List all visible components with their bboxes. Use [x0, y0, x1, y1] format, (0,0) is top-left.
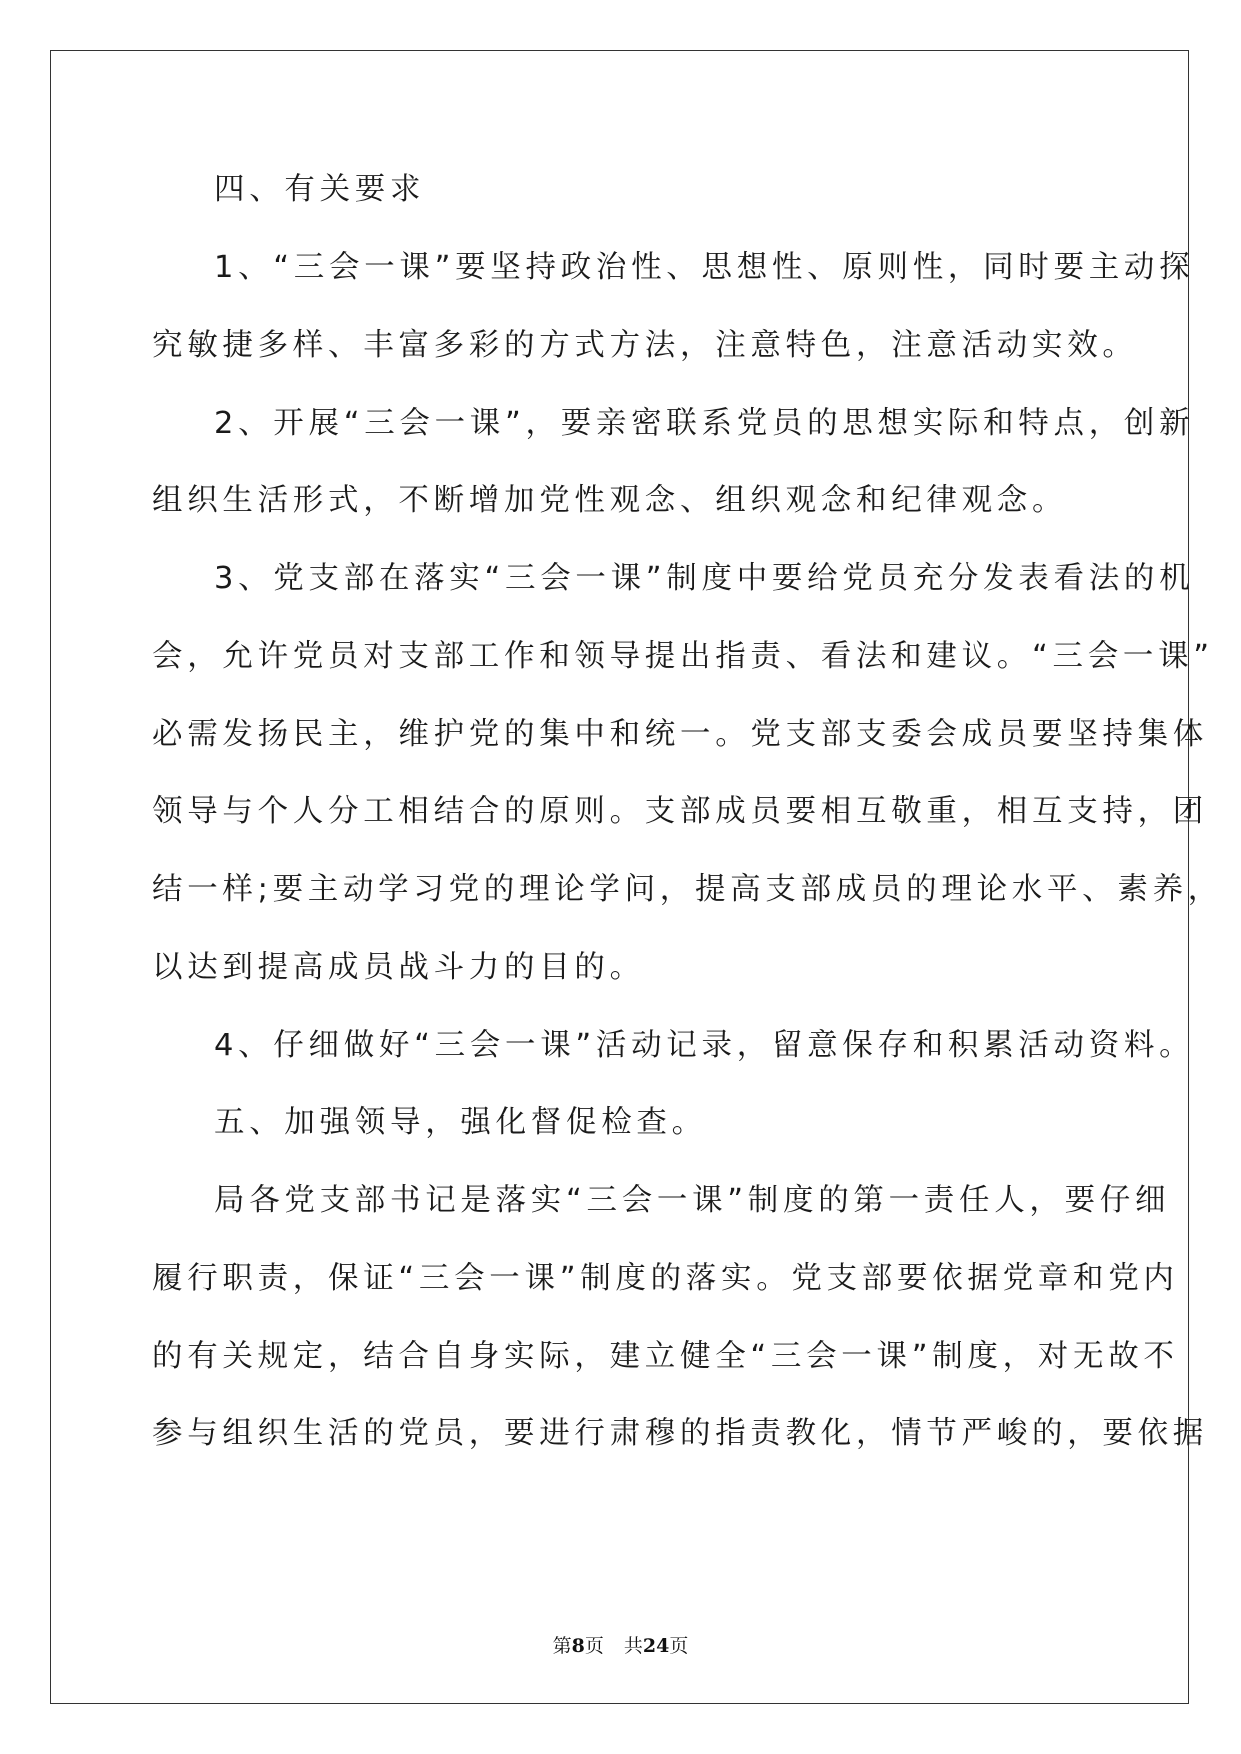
- paragraph-line: 局各党支部书记是落实“三会一课”制度的第一责任人，要仔细: [214, 1183, 1171, 1218]
- section-heading-leadership: 五、加强领导，强化督促检查。: [214, 1105, 707, 1140]
- paragraph-line: 以达到提高成员战斗力的目的。: [152, 950, 645, 985]
- page-number-footer: [0, 1634, 1241, 1658]
- paragraph-line: 履行职责，保证“三会一课”制度的落实。党支部要依据党章和党内: [152, 1261, 1179, 1296]
- total-suffix: 页: [669, 1635, 689, 1657]
- page-prefix: 第: [552, 1635, 572, 1657]
- paragraph-line: 结一样;要主动学习党的理论学问，提高支部成员的理论水平、素养，: [152, 872, 1223, 907]
- paragraph-line: 领导与个人分工相结合的原则。支部成员要相互敬重，相互支持，团: [152, 794, 1208, 829]
- paragraph-line: 4、仔细做好“三会一课”活动记录，留意保存和积累活动资料。: [214, 1028, 1195, 1063]
- paragraph-line: 会，允许党员对支部工作和领导提出指责、看法和建议。“三会一课”: [152, 639, 1214, 674]
- current-page-number: 8: [571, 1635, 585, 1657]
- paragraph-line: 1、“三会一课”要坚持政治性、思想性、原则性，同时要主动探: [214, 250, 1195, 285]
- paragraph-line: 参与组织生活的党员，要进行肃穆的指责教化，情节严峻的，要依据: [152, 1416, 1208, 1451]
- paragraph-line: 的有关规定，结合自身实际，建立健全“三会一课”制度，对无故不: [152, 1339, 1179, 1374]
- total-prefix: 共: [623, 1635, 643, 1657]
- page-suffix: 页: [584, 1635, 604, 1657]
- paragraph-line: 究敏捷多样、丰富多彩的方式方法，注意特色，注意活动实效。: [152, 328, 1138, 363]
- paragraph-line: 2、开展“三会一课”，要亲密联系党员的思想实际和特点，创新: [214, 406, 1195, 441]
- total-page-number: 24: [642, 1635, 670, 1657]
- section-heading-requirements: 四、有关要求: [214, 172, 426, 207]
- paragraph-line: 必需发扬民主，维护党的集中和统一。党支部支委会成员要坚持集体: [152, 717, 1208, 752]
- paragraph-line: 3、党支部在落实“三会一课”制度中要给党员充分发表看法的机: [214, 561, 1195, 596]
- paragraph-line: 组织生活形式，不断增加党性观念、组织观念和纪律观念。: [152, 483, 1068, 518]
